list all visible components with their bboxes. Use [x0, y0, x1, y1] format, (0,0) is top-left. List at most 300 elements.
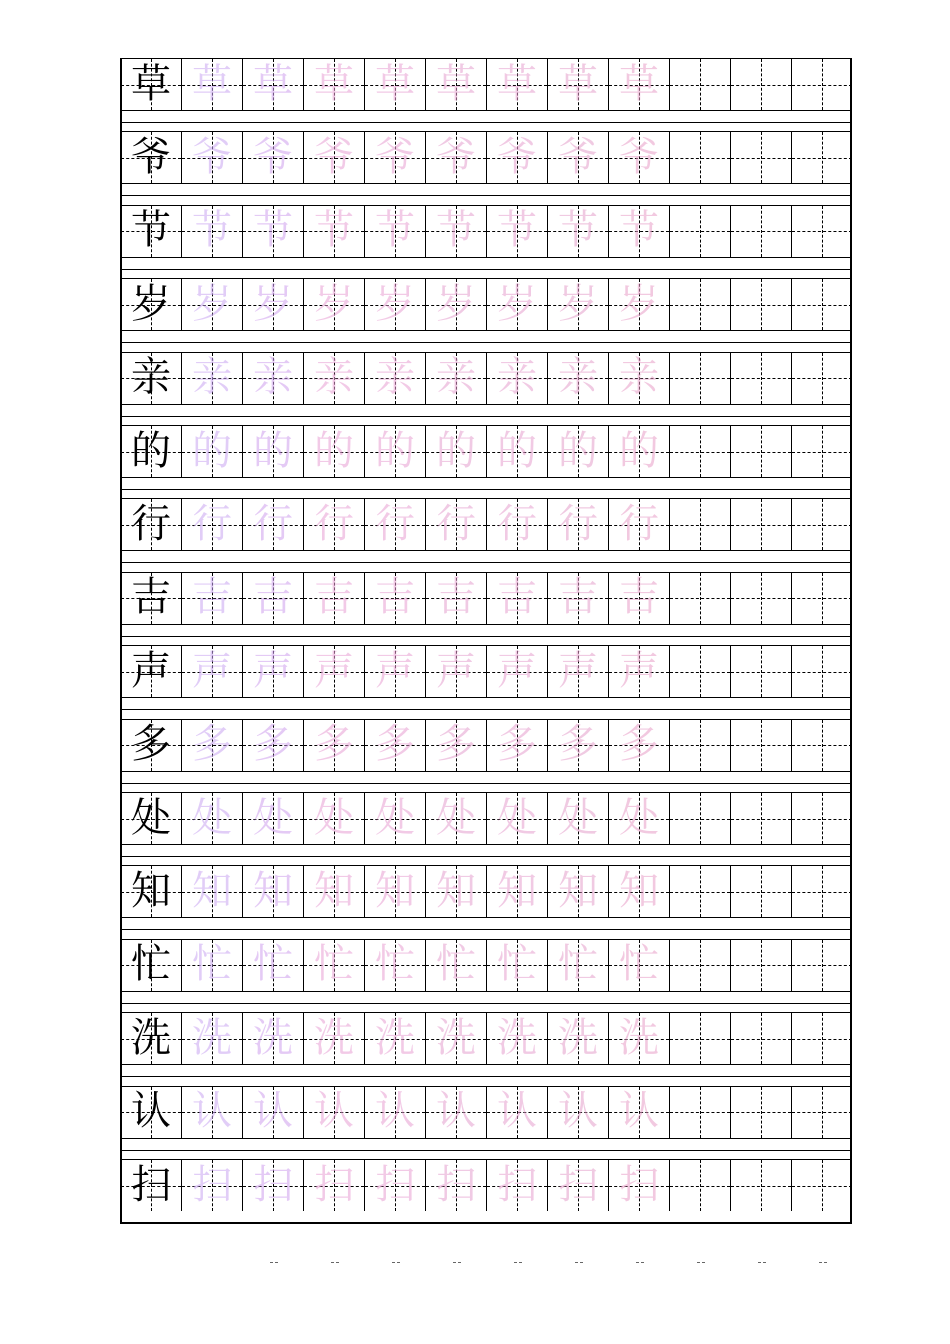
- trace-cell[interactable]: [486, 205, 547, 257]
- row-separator: [120, 1138, 852, 1160]
- trace-character: 知: [253, 868, 293, 915]
- model-cell: [120, 352, 181, 404]
- trace-cell[interactable]: [242, 792, 303, 844]
- footer-tick: [819, 1262, 827, 1263]
- blank-cell[interactable]: [791, 572, 852, 624]
- trace-cell[interactable]: [608, 1086, 669, 1138]
- trace-cell[interactable]: [425, 278, 486, 330]
- model-character: 草: [131, 60, 171, 107]
- blank-cell[interactable]: [730, 865, 791, 917]
- trace-cell[interactable]: [608, 719, 669, 771]
- practice-row: [120, 572, 852, 624]
- trace-character: 吉: [436, 574, 476, 621]
- trace-character: 岁: [436, 280, 476, 327]
- blank-cell[interactable]: [669, 352, 730, 404]
- blank-cell[interactable]: [730, 205, 791, 257]
- trace-character: 的: [436, 427, 476, 474]
- blank-cell[interactable]: [730, 131, 791, 183]
- trace-character: 认: [253, 1088, 293, 1135]
- blank-cell[interactable]: [669, 1086, 730, 1138]
- blank-cell[interactable]: [730, 572, 791, 624]
- blank-cell[interactable]: [730, 498, 791, 550]
- trace-character: 知: [375, 868, 415, 915]
- trace-cell[interactable]: [486, 645, 547, 697]
- blank-cell[interactable]: [791, 792, 852, 844]
- trace-cell[interactable]: [425, 865, 486, 917]
- trace-cell[interactable]: [425, 352, 486, 404]
- trace-cell[interactable]: [547, 865, 608, 917]
- guide-line-vertical: [822, 279, 823, 330]
- guide-line-vertical: [822, 499, 823, 550]
- blank-cell[interactable]: [730, 645, 791, 697]
- guide-line-vertical: [700, 279, 701, 330]
- model-cell: [120, 278, 181, 330]
- blank-cell[interactable]: [730, 1086, 791, 1138]
- guide-line-vertical: [761, 1087, 762, 1138]
- trace-cell[interactable]: [303, 865, 364, 917]
- trace-cell[interactable]: [486, 1086, 547, 1138]
- separator-line: [120, 783, 852, 784]
- trace-character: 忙: [497, 941, 537, 988]
- trace-cell[interactable]: [608, 1012, 669, 1064]
- trace-cell[interactable]: [425, 58, 486, 110]
- model-character: 多: [131, 721, 171, 768]
- trace-cell[interactable]: [425, 425, 486, 477]
- trace-cell[interactable]: [425, 792, 486, 844]
- trace-character: 爷: [314, 134, 354, 181]
- row-separator: [120, 697, 852, 719]
- guide-line-vertical: [822, 793, 823, 844]
- separator-line: [120, 929, 852, 930]
- trace-character: 行: [314, 501, 354, 548]
- model-cell: [120, 939, 181, 991]
- trace-cell[interactable]: [486, 1012, 547, 1064]
- row-separator: [120, 110, 852, 132]
- trace-cell[interactable]: [242, 352, 303, 404]
- guide-line-vertical: [700, 1013, 701, 1064]
- blank-cell[interactable]: [730, 1159, 791, 1211]
- trace-cell[interactable]: [364, 278, 425, 330]
- blank-cell[interactable]: [791, 1159, 852, 1211]
- trace-cell[interactable]: [547, 792, 608, 844]
- trace-cell[interactable]: [486, 939, 547, 991]
- trace-cell[interactable]: [547, 278, 608, 330]
- blank-cell[interactable]: [791, 58, 852, 110]
- trace-cell[interactable]: [425, 719, 486, 771]
- trace-cell[interactable]: [486, 352, 547, 404]
- blank-cell[interactable]: [791, 278, 852, 330]
- trace-cell[interactable]: [608, 205, 669, 257]
- blank-cell[interactable]: [730, 352, 791, 404]
- trace-cell[interactable]: [303, 645, 364, 697]
- footer-tick: [270, 1262, 278, 1263]
- trace-cell[interactable]: [547, 939, 608, 991]
- trace-character: 爷: [558, 134, 598, 181]
- trace-character: 扫: [558, 1161, 598, 1208]
- trace-cell[interactable]: [608, 645, 669, 697]
- practice-row: [120, 865, 852, 917]
- trace-cell[interactable]: [608, 352, 669, 404]
- separator-line: [120, 416, 852, 417]
- guide-line-vertical: [700, 353, 701, 404]
- blank-cell[interactable]: [791, 1086, 852, 1138]
- blank-cell[interactable]: [669, 1159, 730, 1211]
- blank-cell[interactable]: [791, 498, 852, 550]
- trace-cell[interactable]: [242, 572, 303, 624]
- blank-cell[interactable]: [791, 205, 852, 257]
- trace-cell[interactable]: [608, 425, 669, 477]
- trace-cell[interactable]: [608, 278, 669, 330]
- trace-cell[interactable]: [303, 1159, 364, 1211]
- trace-character: 的: [314, 427, 354, 474]
- trace-cell[interactable]: [608, 131, 669, 183]
- trace-cell[interactable]: [364, 1012, 425, 1064]
- guide-line-vertical: [761, 426, 762, 477]
- guide-line-vertical: [700, 132, 701, 183]
- guide-line-vertical: [700, 206, 701, 257]
- trace-character: 多: [253, 721, 293, 768]
- trace-cell[interactable]: [181, 645, 242, 697]
- trace-cell[interactable]: [364, 498, 425, 550]
- trace-cell[interactable]: [547, 205, 608, 257]
- blank-cell[interactable]: [669, 865, 730, 917]
- trace-character: 声: [558, 647, 598, 694]
- trace-character: 声: [619, 647, 659, 694]
- blank-cell[interactable]: [791, 425, 852, 477]
- model-cell: [120, 205, 181, 257]
- blank-cell[interactable]: [730, 719, 791, 771]
- trace-cell[interactable]: [425, 1086, 486, 1138]
- trace-character: 岁: [558, 280, 598, 327]
- blank-cell[interactable]: [669, 1012, 730, 1064]
- trace-character: 认: [314, 1088, 354, 1135]
- trace-cell[interactable]: [303, 1012, 364, 1064]
- footer-tick: [697, 1262, 705, 1263]
- guide-line-vertical: [822, 573, 823, 624]
- trace-cell[interactable]: [181, 572, 242, 624]
- trace-cell[interactable]: [303, 719, 364, 771]
- blank-cell[interactable]: [669, 131, 730, 183]
- trace-cell[interactable]: [181, 719, 242, 771]
- trace-cell[interactable]: [608, 865, 669, 917]
- trace-character: 节: [375, 207, 415, 254]
- trace-character: 草: [619, 60, 659, 107]
- trace-cell[interactable]: [303, 498, 364, 550]
- guide-line-vertical: [700, 793, 701, 844]
- model-character: 忙: [131, 941, 171, 988]
- trace-cell[interactable]: [364, 131, 425, 183]
- trace-character: 节: [558, 207, 598, 254]
- trace-cell[interactable]: [486, 58, 547, 110]
- trace-cell[interactable]: [425, 645, 486, 697]
- guide-line-vertical: [761, 499, 762, 550]
- trace-cell[interactable]: [242, 498, 303, 550]
- trace-character: 洗: [375, 1014, 415, 1061]
- separator-line: [120, 1076, 852, 1077]
- trace-cell[interactable]: [242, 205, 303, 257]
- trace-character: 亲: [558, 354, 598, 401]
- trace-cell[interactable]: [608, 498, 669, 550]
- trace-character: 的: [375, 427, 415, 474]
- trace-cell[interactable]: [364, 425, 425, 477]
- trace-cell[interactable]: [486, 719, 547, 771]
- trace-cell[interactable]: [425, 131, 486, 183]
- trace-cell[interactable]: [303, 278, 364, 330]
- trace-cell[interactable]: [242, 865, 303, 917]
- model-cell: [120, 865, 181, 917]
- trace-cell[interactable]: [547, 1086, 608, 1138]
- guide-line-vertical: [761, 353, 762, 404]
- practice-row: [120, 498, 852, 550]
- row-separator: [120, 183, 852, 205]
- trace-cell[interactable]: [303, 131, 364, 183]
- trace-character: 亲: [436, 354, 476, 401]
- trace-cell[interactable]: [364, 58, 425, 110]
- trace-character: 的: [192, 427, 232, 474]
- trace-cell[interactable]: [608, 939, 669, 991]
- trace-cell[interactable]: [425, 572, 486, 624]
- trace-cell[interactable]: [181, 425, 242, 477]
- model-character: 的: [131, 427, 171, 474]
- trace-cell[interactable]: [181, 278, 242, 330]
- model-cell: [120, 425, 181, 477]
- trace-character: 洗: [497, 1014, 537, 1061]
- trace-character: 行: [375, 501, 415, 548]
- trace-cell[interactable]: [547, 1159, 608, 1211]
- trace-character: 岁: [314, 280, 354, 327]
- blank-cell[interactable]: [669, 572, 730, 624]
- trace-character: 认: [558, 1088, 598, 1135]
- trace-character: 多: [497, 721, 537, 768]
- trace-cell[interactable]: [547, 645, 608, 697]
- trace-cell[interactable]: [242, 1159, 303, 1211]
- trace-cell[interactable]: [303, 572, 364, 624]
- footer-tick: [392, 1262, 400, 1263]
- blank-cell[interactable]: [669, 205, 730, 257]
- trace-character: 多: [436, 721, 476, 768]
- trace-character: 草: [253, 60, 293, 107]
- guide-line-vertical: [822, 132, 823, 183]
- blank-cell[interactable]: [730, 792, 791, 844]
- practice-row: [120, 939, 852, 991]
- trace-cell[interactable]: [364, 352, 425, 404]
- blank-cell[interactable]: [730, 278, 791, 330]
- trace-cell[interactable]: [547, 719, 608, 771]
- blank-cell[interactable]: [791, 645, 852, 697]
- trace-character: 吉: [497, 574, 537, 621]
- trace-cell[interactable]: [547, 131, 608, 183]
- blank-cell[interactable]: [791, 865, 852, 917]
- trace-cell[interactable]: [242, 131, 303, 183]
- trace-cell[interactable]: [303, 352, 364, 404]
- blank-cell[interactable]: [669, 498, 730, 550]
- model-cell: [120, 1086, 181, 1138]
- blank-cell[interactable]: [669, 719, 730, 771]
- trace-cell[interactable]: [486, 572, 547, 624]
- trace-character: 行: [436, 501, 476, 548]
- guide-line-vertical: [761, 866, 762, 917]
- trace-cell[interactable]: [547, 352, 608, 404]
- blank-cell[interactable]: [669, 792, 730, 844]
- trace-cell[interactable]: [547, 572, 608, 624]
- trace-character: 节: [192, 207, 232, 254]
- blank-cell[interactable]: [669, 939, 730, 991]
- trace-cell[interactable]: [547, 1012, 608, 1064]
- trace-cell[interactable]: [242, 1086, 303, 1138]
- guide-line-vertical: [700, 426, 701, 477]
- trace-cell[interactable]: [425, 1159, 486, 1211]
- guide-line-vertical: [761, 1160, 762, 1211]
- trace-character: 知: [314, 868, 354, 915]
- trace-cell[interactable]: [181, 865, 242, 917]
- guide-line-vertical: [822, 1160, 823, 1211]
- trace-character: 认: [436, 1088, 476, 1135]
- practice-row: [120, 352, 852, 404]
- trace-character: 多: [375, 721, 415, 768]
- trace-cell[interactable]: [181, 58, 242, 110]
- trace-cell[interactable]: [303, 1086, 364, 1138]
- blank-cell[interactable]: [791, 1012, 852, 1064]
- separator-line: [120, 122, 852, 123]
- trace-cell[interactable]: [608, 58, 669, 110]
- model-cell: [120, 58, 181, 110]
- trace-character: 声: [497, 647, 537, 694]
- row-separator: [120, 844, 852, 866]
- guide-line-vertical: [761, 132, 762, 183]
- trace-cell[interactable]: [364, 939, 425, 991]
- blank-cell[interactable]: [669, 278, 730, 330]
- trace-cell[interactable]: [181, 352, 242, 404]
- trace-character: 亲: [375, 354, 415, 401]
- trace-cell[interactable]: [425, 498, 486, 550]
- trace-cell[interactable]: [242, 719, 303, 771]
- trace-cell[interactable]: [608, 792, 669, 844]
- trace-cell[interactable]: [303, 425, 364, 477]
- trace-cell[interactable]: [608, 572, 669, 624]
- trace-cell[interactable]: [364, 1086, 425, 1138]
- blank-cell[interactable]: [669, 645, 730, 697]
- blank-cell[interactable]: [730, 425, 791, 477]
- trace-cell[interactable]: [303, 205, 364, 257]
- trace-cell[interactable]: [303, 792, 364, 844]
- model-character: 声: [131, 647, 171, 694]
- trace-cell[interactable]: [364, 865, 425, 917]
- trace-character: 亲: [253, 354, 293, 401]
- trace-cell[interactable]: [181, 939, 242, 991]
- trace-cell[interactable]: [486, 425, 547, 477]
- trace-cell[interactable]: [608, 1159, 669, 1211]
- blank-cell[interactable]: [791, 131, 852, 183]
- trace-cell[interactable]: [486, 131, 547, 183]
- blank-cell[interactable]: [730, 939, 791, 991]
- blank-cell[interactable]: [791, 939, 852, 991]
- trace-cell[interactable]: [364, 719, 425, 771]
- row-separator: [120, 404, 852, 426]
- trace-character: 草: [497, 60, 537, 107]
- blank-cell[interactable]: [791, 352, 852, 404]
- trace-cell[interactable]: [242, 645, 303, 697]
- trace-cell[interactable]: [242, 939, 303, 991]
- guide-line-vertical: [700, 1160, 701, 1211]
- row-separator: [120, 550, 852, 572]
- trace-cell[interactable]: [181, 498, 242, 550]
- trace-cell[interactable]: [242, 58, 303, 110]
- guide-line-vertical: [822, 426, 823, 477]
- trace-cell[interactable]: [364, 645, 425, 697]
- separator-line: [120, 856, 852, 857]
- row-separator: [120, 330, 852, 352]
- guide-line-vertical: [822, 59, 823, 110]
- trace-character: 忙: [436, 941, 476, 988]
- trace-character: 忙: [619, 941, 659, 988]
- model-character: 行: [131, 501, 171, 548]
- trace-cell[interactable]: [425, 939, 486, 991]
- blank-cell[interactable]: [730, 58, 791, 110]
- guide-line-vertical: [761, 279, 762, 330]
- trace-character: 草: [375, 60, 415, 107]
- trace-cell[interactable]: [425, 205, 486, 257]
- blank-cell[interactable]: [730, 1012, 791, 1064]
- trace-cell[interactable]: [425, 1012, 486, 1064]
- trace-character: 扫: [619, 1161, 659, 1208]
- model-cell: [120, 792, 181, 844]
- guide-line-vertical: [700, 720, 701, 771]
- trace-cell[interactable]: [181, 1159, 242, 1211]
- blank-cell[interactable]: [669, 425, 730, 477]
- trace-cell[interactable]: [181, 1012, 242, 1064]
- trace-cell[interactable]: [181, 1086, 242, 1138]
- trace-character: 扫: [497, 1161, 537, 1208]
- blank-cell[interactable]: [791, 719, 852, 771]
- trace-cell[interactable]: [486, 498, 547, 550]
- trace-cell[interactable]: [303, 58, 364, 110]
- trace-cell[interactable]: [486, 278, 547, 330]
- trace-cell[interactable]: [364, 205, 425, 257]
- separator-line: [120, 1003, 852, 1004]
- trace-cell[interactable]: [181, 131, 242, 183]
- trace-character: 的: [497, 427, 537, 474]
- trace-cell[interactable]: [181, 205, 242, 257]
- row-separator: [120, 257, 852, 279]
- trace-character: 行: [558, 501, 598, 548]
- trace-character: 扫: [375, 1161, 415, 1208]
- trace-cell[interactable]: [364, 572, 425, 624]
- trace-cell[interactable]: [242, 425, 303, 477]
- separator-line: [120, 709, 852, 710]
- trace-cell[interactable]: [486, 865, 547, 917]
- trace-cell[interactable]: [486, 1159, 547, 1211]
- blank-cell[interactable]: [669, 58, 730, 110]
- trace-cell[interactable]: [547, 425, 608, 477]
- trace-character: 吉: [619, 574, 659, 621]
- model-character: 处: [131, 794, 171, 841]
- trace-cell[interactable]: [303, 939, 364, 991]
- guide-line-vertical: [700, 573, 701, 624]
- practice-row: [120, 1012, 852, 1064]
- trace-cell[interactable]: [547, 58, 608, 110]
- trace-character: 知: [192, 868, 232, 915]
- trace-cell[interactable]: [364, 1159, 425, 1211]
- trace-cell[interactable]: [242, 278, 303, 330]
- trace-character: 吉: [375, 574, 415, 621]
- trace-cell[interactable]: [486, 792, 547, 844]
- trace-cell[interactable]: [181, 792, 242, 844]
- trace-cell[interactable]: [547, 498, 608, 550]
- trace-character: 洗: [436, 1014, 476, 1061]
- trace-character: 草: [192, 60, 232, 107]
- trace-cell[interactable]: [242, 1012, 303, 1064]
- trace-cell[interactable]: [364, 792, 425, 844]
